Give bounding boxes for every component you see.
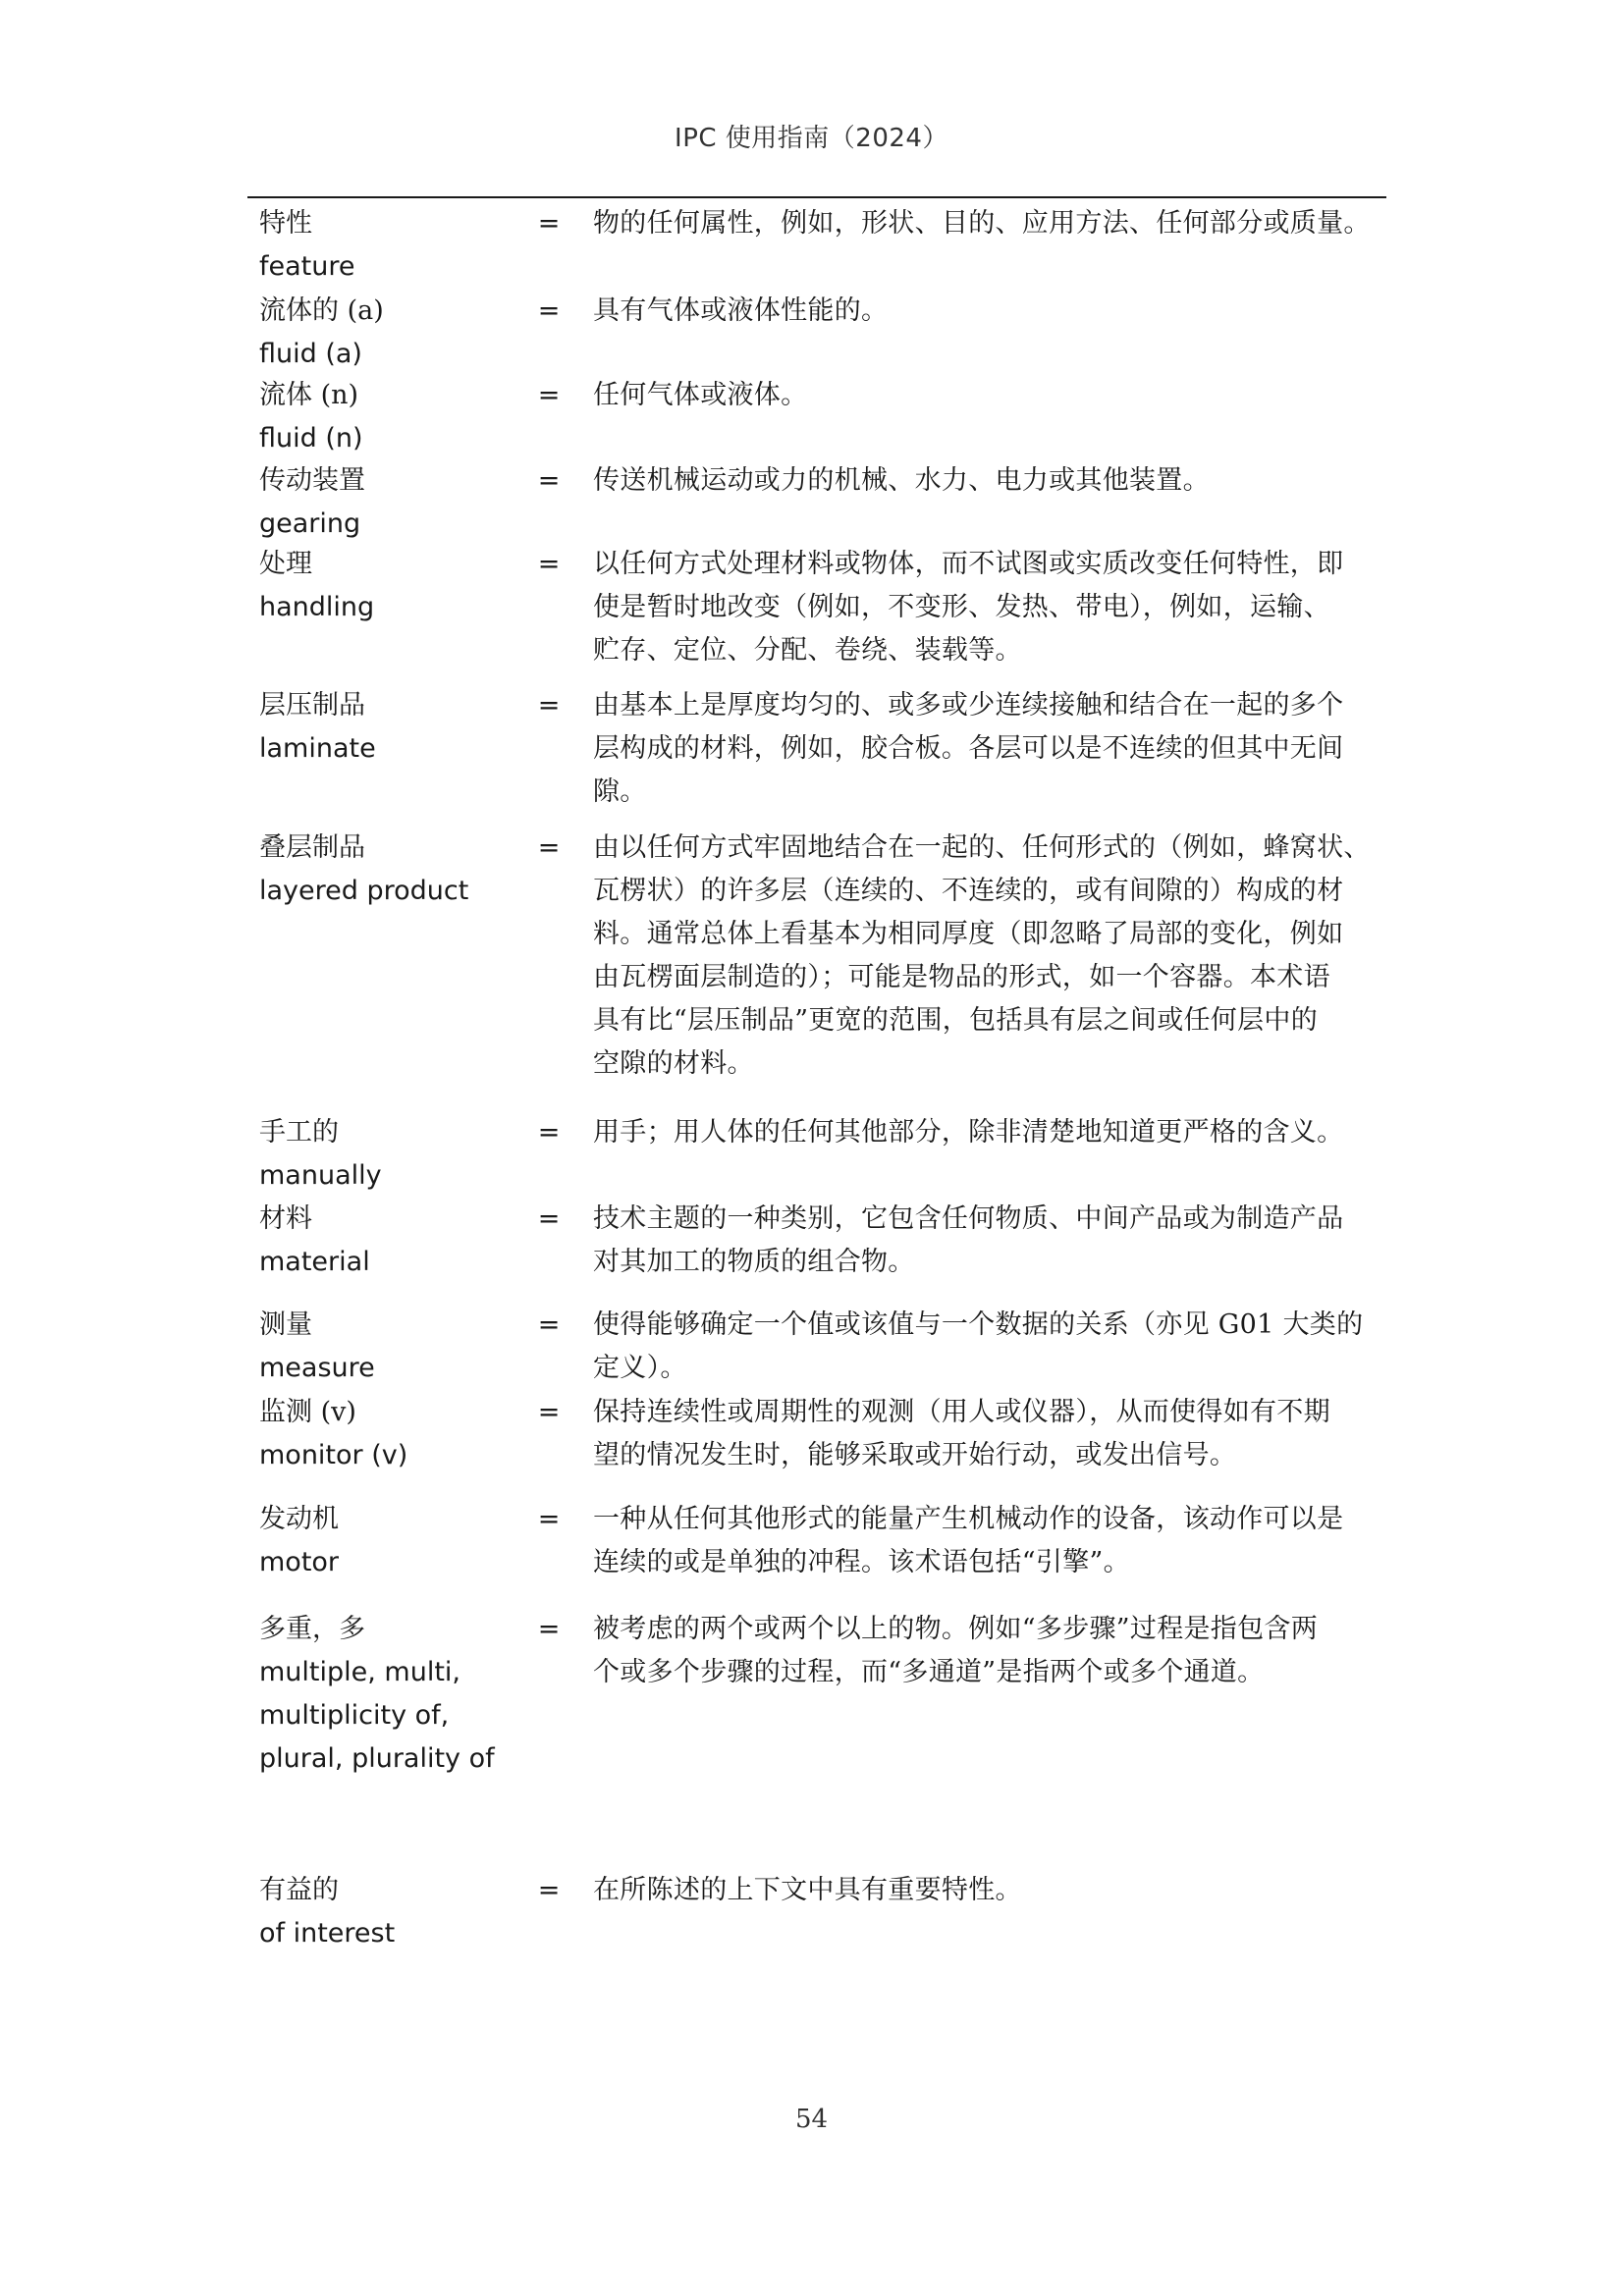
- term-english: measure: [259, 1353, 375, 1383]
- term: [259, 1498, 534, 1584]
- term: [259, 374, 534, 460]
- definition-line: 传送机械运动或力的机械、水力、电力或其他装置。: [593, 465, 1210, 496]
- term-chinese: 手工的: [259, 1117, 339, 1148]
- definition-line: 料。通常总体上看基本为相同厚度（即忽略了局部的变化，例如: [593, 919, 1344, 949]
- equals-sign: =: [537, 465, 561, 496]
- definition-line: 望的情况发生时，能够采取或开始行动，或发出信号。: [593, 1440, 1237, 1470]
- definition-line: 瓦楞状）的许多层（连续的、不连续的，或有间隙的）构成的材: [593, 876, 1344, 906]
- definition-line: 层构成的材料，例如，胶合板。各层可以是不连续的但其中无间: [593, 733, 1344, 764]
- definition-line: 具有气体或液体性能的。: [593, 295, 889, 326]
- term-chinese: 材料: [259, 1203, 312, 1234]
- term-chinese: 传动装置: [259, 465, 365, 496]
- term-chinese: 特性: [259, 208, 312, 239]
- term: [259, 1111, 534, 1198]
- definition: [593, 684, 1396, 814]
- equals-sign: =: [537, 295, 561, 326]
- definition-line: 使是暂时地改变（例如，不变形、发热、带电），例如，运输、: [593, 592, 1330, 622]
- term-english: material: [259, 1247, 370, 1277]
- equals-sign: =: [537, 1203, 561, 1234]
- term-chinese: 发动机: [259, 1504, 339, 1534]
- definition-line: 个或多个步骤的过程，而“多通道”是指两个或多个通道。: [593, 1657, 1265, 1687]
- definition-line: 对其加工的物质的组合物。: [593, 1247, 915, 1277]
- header-rule: [247, 196, 1386, 198]
- equals-sign: =: [537, 1504, 561, 1534]
- equals-sign: =: [537, 380, 561, 410]
- term: [259, 1198, 534, 1284]
- term-chinese: 测量: [259, 1309, 312, 1340]
- term-english: multiplicity of,: [259, 1700, 450, 1731]
- definition-line: 在所陈述的上下文中具有重要特性。: [593, 1875, 1022, 1905]
- equals-sign: =: [537, 1614, 561, 1644]
- equals-sign: =: [537, 690, 561, 721]
- definition: [593, 1498, 1396, 1584]
- definition-line: 任何气体或液体。: [593, 380, 808, 410]
- equals-sign: =: [537, 1875, 561, 1905]
- equals-sign: =: [537, 1117, 561, 1148]
- definition-line: 用手；用人体的任何其他部分，除非清楚地知道更严格的含义。: [593, 1117, 1344, 1148]
- term: [259, 543, 534, 629]
- term: [259, 1391, 534, 1477]
- term-english: layered product: [259, 876, 469, 906]
- definition-line: 定义）。: [593, 1353, 687, 1383]
- term: [259, 290, 534, 376]
- definition: [593, 290, 1396, 333]
- term: [259, 202, 534, 289]
- equals-sign: =: [537, 208, 561, 239]
- term-chinese: 有益的: [259, 1875, 339, 1905]
- definition-line: 连续的或是单独的冲程。该术语包括“引擎”。: [593, 1547, 1130, 1577]
- term-chinese: 处理: [259, 549, 312, 579]
- definition-line: 技术主题的一种类别，它包含任何物质、中间产品或为制造产品: [593, 1203, 1344, 1234]
- term-chinese: 多重，多: [259, 1614, 365, 1644]
- equals-sign: =: [537, 832, 561, 863]
- definition: [593, 543, 1396, 672]
- term: [259, 459, 534, 546]
- term-english: fluid (n): [259, 423, 363, 454]
- definition-line: 由基本上是厚度均匀的、或多或少连续接触和结合在一起的多个: [593, 690, 1344, 721]
- definition: [593, 1869, 1396, 1912]
- definition-line: 具有比“层压制品”更宽的范围，包括具有层之间或任何层中的: [593, 1005, 1319, 1036]
- definition: [593, 374, 1396, 417]
- term-english: monitor (v): [259, 1440, 408, 1470]
- term-english: manually: [259, 1160, 382, 1191]
- term-chinese: 叠层制品: [259, 832, 365, 863]
- term: [259, 827, 534, 913]
- term: [259, 1304, 534, 1390]
- term-chinese: 流体的 (a): [259, 295, 384, 326]
- definition-line: 由瓦楞面层制造的）；可能是物品的形式，如一个容器。本术语: [593, 962, 1330, 992]
- term-english: handling: [259, 592, 375, 622]
- definition-line: 使得能够确定一个值或该值与一个数据的关系（亦见 G01 大类的: [593, 1309, 1364, 1340]
- term-english: plural, plurality of: [259, 1743, 495, 1774]
- definition-line: 保持连续性或周期性的观测（用人或仪器），从而使得如有不期: [593, 1397, 1330, 1427]
- term-english: laminate: [259, 733, 376, 764]
- term: [259, 1608, 534, 1781]
- definition: [593, 1608, 1396, 1694]
- definition: [593, 1198, 1396, 1284]
- definition-line: 贮存、定位、分配、卷绕、装载等。: [593, 635, 1022, 666]
- definition-line: 空隙的材料。: [593, 1048, 754, 1079]
- term-english: motor: [259, 1547, 340, 1577]
- term-chinese: 层压制品: [259, 690, 365, 721]
- term-english: feature: [259, 251, 355, 282]
- definition: [593, 459, 1396, 503]
- term: [259, 1869, 534, 1955]
- page-header: IPC 使用指南（2024）: [675, 124, 948, 153]
- definition: [593, 1391, 1396, 1477]
- term: [259, 684, 534, 771]
- definition: [593, 827, 1396, 1086]
- term-chinese: 监测 (v): [259, 1397, 356, 1427]
- definition-line: 隙。: [593, 776, 647, 807]
- term-chinese: 流体 (n): [259, 380, 359, 410]
- term-english: multiple, multi,: [259, 1657, 461, 1687]
- term-english: of interest: [259, 1918, 396, 1949]
- definition: [593, 1111, 1396, 1154]
- equals-sign: =: [537, 1397, 561, 1427]
- definition-line: 被考虑的两个或两个以上的物。例如“多步骤”过程是指包含两: [593, 1614, 1319, 1644]
- term-english: fluid (a): [259, 339, 362, 369]
- definition-line: 以任何方式处理材料或物体，而不试图或实质改变任何特性，即: [593, 549, 1344, 579]
- definition: [593, 202, 1396, 245]
- equals-sign: =: [537, 549, 561, 579]
- definition: [593, 1304, 1396, 1390]
- equals-sign: =: [537, 1309, 561, 1340]
- definition-line: 一种从任何其他形式的能量产生机械动作的设备，该动作可以是: [593, 1504, 1344, 1534]
- definition-line: 由以任何方式牢固地结合在一起的、任何形式的（例如，蜂窝状、: [593, 832, 1371, 863]
- term-english: gearing: [259, 508, 361, 539]
- page-number: 54: [794, 2105, 829, 2134]
- definition-line: 物的任何属性，例如，形状、目的、应用方法、任何部分或质量。: [593, 208, 1371, 239]
